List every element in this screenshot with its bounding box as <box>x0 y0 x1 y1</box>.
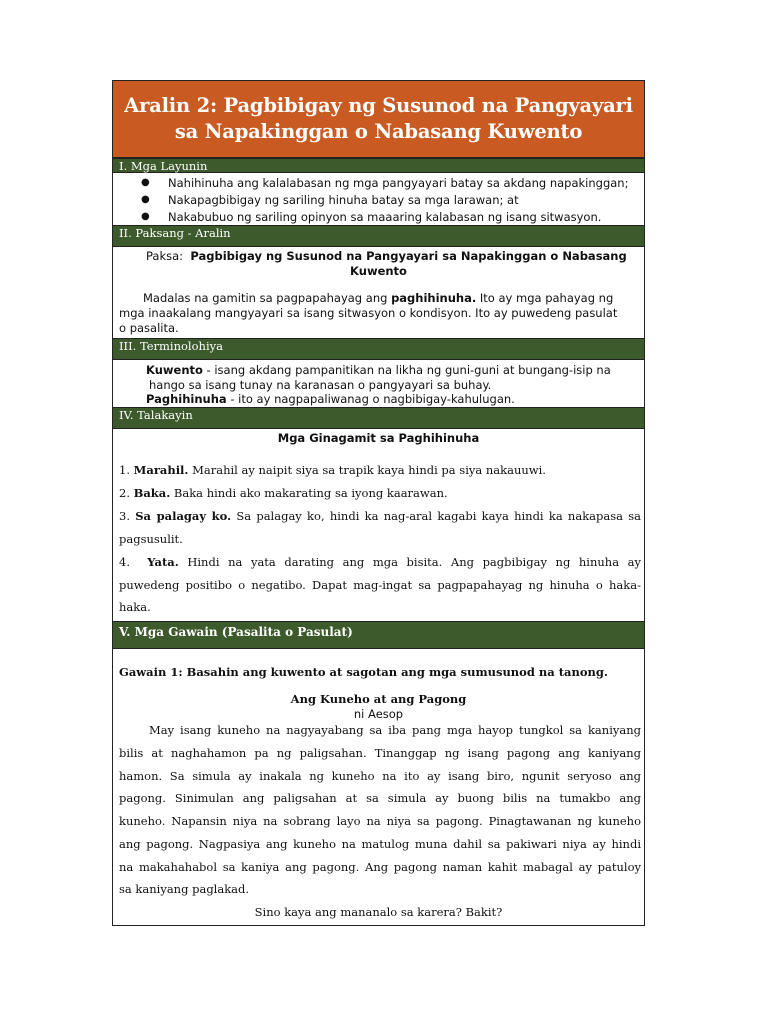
bullet-icon: ● <box>141 177 150 188</box>
section-header-terminolohiya: III. Terminolohiya <box>113 338 644 360</box>
section-header-paksa: II. Paksang - Aralin <box>113 225 644 247</box>
term-kuwento-def-cont: hango sa isang tunay na karanasan o pangyayari sa buhay. <box>149 378 492 392</box>
layunin-item-1: Nahihinuha ang kalalabasan ng mga pangyayari batay sa akdang napakinggan; <box>168 176 629 190</box>
story-author: ni Aesop <box>353 707 404 721</box>
talakayin-item-4-cont: puwedeng positibo o negatibo. Dapat mag-ingat sa pagpapahayag ng hinuha o haka- <box>119 578 641 592</box>
talakayin-item-4: 4. Yata. Hindi na yata darating ang mga bisita. Ang pagbibigay ng hinuha ay <box>119 555 642 569</box>
section-header-gawain: V. Mga Gawain (Pasalita o Pasulat) <box>113 621 644 649</box>
layunin-item-2: Nakapagbibigay ng sariling hinuha batay sa mga larawan; at <box>168 193 519 207</box>
story-line-7: na makahahabol sa kaniya ang pagong. Ang pagong naman kahit mabagal ay patuloy <box>119 860 641 874</box>
paksa-title: Pagbibigay ng Susunod na Pangyayari sa Napakinggan o Nabasang <box>190 249 627 263</box>
story-line-1: May isang kuneho na nagyayabang sa iba pang mga hayop tungkol sa kaniyang <box>149 723 641 737</box>
section-header-talakayin: IV. Talakayin <box>113 407 644 429</box>
talakayin-item-4-end: haka. <box>119 600 151 614</box>
talakayin-heading: Mga Ginagamit sa Paghihinuha <box>277 431 480 445</box>
term-kuwento: Kuwento - isang akdang pampanitikan na likha ng guni-guni at bungang-isip na <box>146 363 611 377</box>
talakayin-item-3-cont: pagsusulit. <box>119 532 183 546</box>
talakayin-item-3: 3. Sa palagay ko. Sa palagay ko, hindi ka nag-aral kagabi kaya hindi ka nakapasa sa <box>119 509 641 523</box>
lesson-document <box>112 80 645 926</box>
section-header-layunin: I. Mga Layunin <box>113 158 644 173</box>
paksa-paragraph-line-2: mga inaakalang mangyayari sa isang sitwasyon o kondisyon. Ito ay puwedeng pasulat <box>119 306 618 320</box>
paksa-line-2 <box>113 264 644 278</box>
story-line-3: hamon. Sa simula ay inakala ng kuneho na ito ay isang biro, ngunit seryoso ang <box>119 769 641 783</box>
talakayin-item-1: 1. Marahil. Marahil ay naipit siya sa trapik kaya hindi pa siya nakauuwi. <box>119 463 546 477</box>
talakayin-item-2: 2. Baka. Baka hindi ako makarating sa iyong kaarawan. <box>119 486 448 500</box>
term-paghihinuha: Paghihinuha - ito ay nagpapaliwanag o nagbibigay-kahulugan. <box>146 392 515 406</box>
layunin-item-3: Nakabubuo ng sariling opinyon sa maaaring kalabasan ng isang sitwasyon. <box>168 210 602 224</box>
story-title: Ang Kuneho at ang Pagong <box>290 692 467 706</box>
story-question: Sino kaya ang mananalo sa karera? Bakit? <box>254 905 503 919</box>
story-line-4: pagong. Sinimulan ang paligsahan at sa simula ay buong bilis na tumakbo ang <box>119 791 641 805</box>
paksa-title-cont: Kuwento <box>350 264 407 278</box>
bullet-icon: ● <box>141 211 150 222</box>
paghihinuha-term: paghihinuha. <box>391 291 477 305</box>
paksa-paragraph-line-1: Madalas na gamitin sa pagpapahayag ang paghihinuha. Ito ay mga pahayag ng <box>143 291 614 305</box>
title-line-2: sa Napakinggan o Nabasang Kuwento <box>174 120 583 143</box>
bullet-icon: ● <box>141 194 150 205</box>
story-line-8: sa kaniyang paglakad. <box>119 882 250 896</box>
gawain-instruction: Gawain 1: Basahin ang kuwento at sagotan ang mga sumusunod na tanong. <box>119 665 608 679</box>
story-line-6: ang pagong. Nagpasiya ang kuneho na matulog muna dahil sa pakiwari niya ay hindi <box>119 837 641 851</box>
story-line-5: kuneho. Napansin niya na sobrang layo na niya sa pagong. Pinagtawanan ng kuneho <box>119 814 641 828</box>
title-banner <box>113 81 644 158</box>
paksa-label: Paksa: <box>146 249 184 263</box>
title-line-1: Aralin 2: Pagbibigay ng Susunod na Pangyayari <box>124 94 633 117</box>
paksa-line-1 <box>146 249 627 263</box>
story-line-2: bilis at naghahamon pa ng paligsahan. Tinanggap ng isang pagong ang kaniyang <box>119 746 641 760</box>
paksa-paragraph-line-3: o pasalita. <box>119 321 179 335</box>
